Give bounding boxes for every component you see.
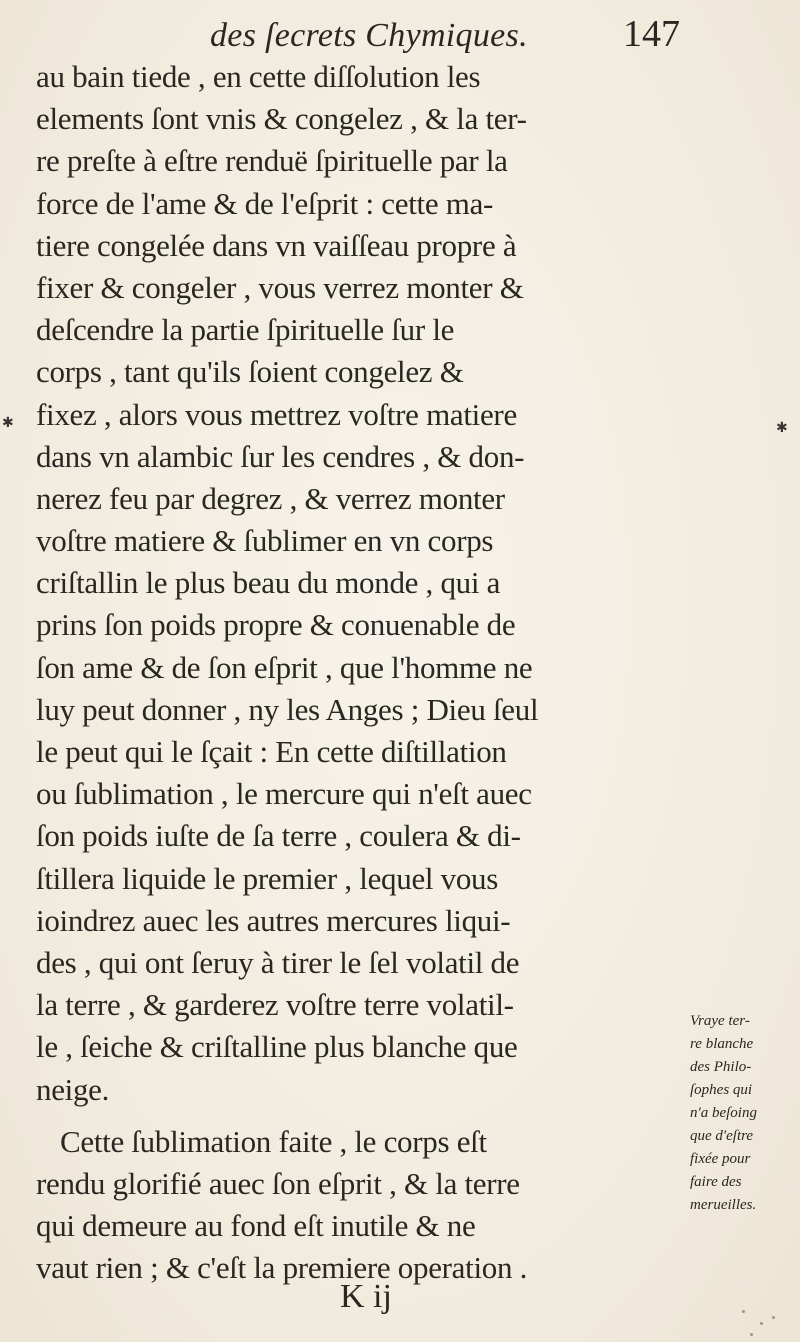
text-line: au bain tiede , en cette diſſolution les: [36, 59, 481, 94]
text-line: corps , tant qu'ils ſoient congelez &: [36, 354, 464, 390]
page-header: [210, 12, 680, 55]
text-line: ſon ame & de ſon eſprit , que l'homme ne: [36, 649, 533, 685]
margin-note-line: faire des: [690, 1174, 742, 1190]
text-line: ſtillera liquide le premier , lequel vous: [36, 860, 499, 896]
text-line: criſtallin le plus beau du monde , qui a: [36, 565, 501, 601]
text-line: force de l'ame & de l'eſprit : cette ma-: [36, 185, 494, 221]
text-line: fixer & congeler , vous verrez monter &: [36, 269, 524, 305]
text-line: ioindrez auec les autres mercures liqui-: [36, 902, 511, 938]
margin-note-line: des Philo-: [690, 1059, 752, 1075]
text-line: re preſte à eſtre renduë ſpirituelle par la: [36, 143, 508, 179]
text-line: elements ſont vnis & congelez , & la ter-: [36, 101, 527, 137]
text-line: deſcendre la partie ſpirituelle ſur le: [36, 312, 455, 348]
running-title: des ſecrets Chymiques.: [210, 17, 528, 54]
signature-mark: K ij: [340, 1278, 392, 1315]
text-line: le , ſeiche & criſtalline plus blanche que: [36, 1029, 518, 1065]
text-line: voſtre matiere & ſublimer en vn corps: [36, 523, 494, 559]
text-line: prins ſon poids propre & conuenable de: [36, 607, 516, 643]
paper-speck: [742, 1310, 745, 1313]
margin-note-line: Vraye ter-: [690, 1013, 750, 1029]
text-line: Cette ſublimation faite , le corps eſt: [60, 1123, 487, 1159]
paragraph-gap: [36, 1111, 676, 1121]
text-line: neige.: [36, 1071, 110, 1107]
paper-speck: [750, 1333, 753, 1336]
text-line: qui demeure au fond eſt inutile & ne: [36, 1208, 476, 1244]
text-line: vaut rien ; & c'eſt la premiere operation .: [36, 1250, 528, 1286]
page-number: 147: [623, 13, 680, 55]
margin-note-line: fixée pour: [690, 1151, 751, 1167]
asterisk-mark-icon: ✱: [776, 420, 788, 436]
text-line: ſon poids iuſte de ſa terre , coulera & di-: [36, 818, 521, 854]
text-line: fixez , alors vous mettrez voſtre matiere: [36, 396, 517, 432]
text-line: des , qui ont ſeruy à tirer le ſel volatil de: [36, 944, 520, 980]
text-line: nerez feu par degrez , & verrez monter: [36, 480, 505, 516]
text-line: dans vn alambic ſur les cendres , & don-: [36, 438, 525, 474]
body-text: [36, 56, 676, 1289]
margin-note-line: que d'eſtre: [690, 1128, 754, 1144]
margin-note-line: ſophes qui: [690, 1082, 753, 1098]
text-line: la terre , & garderez voſtre terre volatil-: [36, 987, 514, 1023]
paper-speck: [772, 1316, 775, 1319]
paper-speck: [760, 1322, 763, 1325]
margin-note: [690, 1010, 800, 1217]
margin-note-line: n'a beſoing: [690, 1105, 757, 1121]
margin-note-line: merueilles.: [690, 1197, 757, 1213]
margin-note-line: re blanche: [690, 1036, 754, 1052]
text-line: le peut qui le ſçait : En cette diſtillation: [36, 734, 507, 769]
text-line: rendu glorifié auec ſon eſprit , & la terre: [36, 1165, 520, 1201]
text-line: tiere congelée dans vn vaiſſeau propre à: [36, 227, 517, 263]
text-line: ou ſublimation , le mercure qui n'eſt auec: [36, 776, 532, 812]
asterisk-mark-icon: ✱: [2, 415, 14, 431]
text-line: luy peut donner , ny les Anges ; Dieu ſeul: [36, 691, 539, 727]
